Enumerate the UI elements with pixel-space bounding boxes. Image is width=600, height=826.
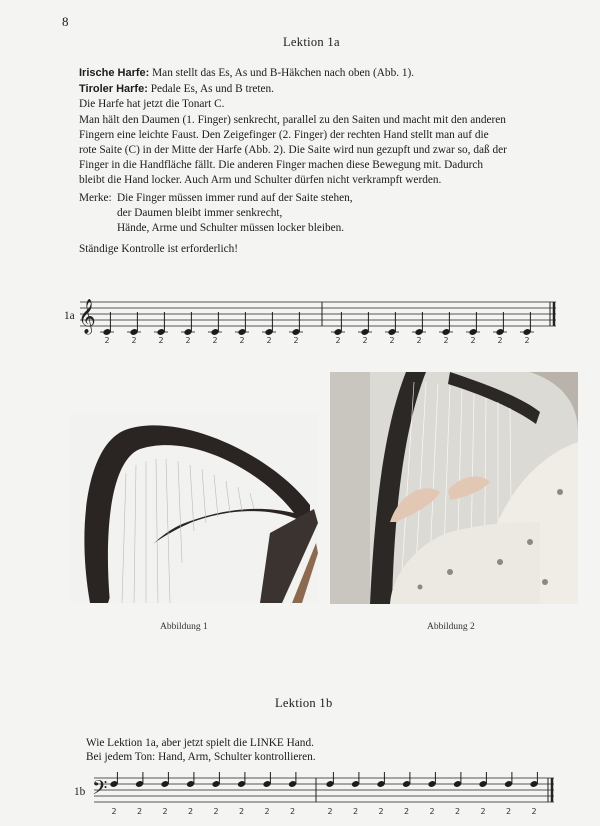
note: [135, 772, 144, 816]
staff-1b-notes: [109, 772, 538, 816]
note: [358, 312, 372, 344]
merke-label: Merke:: [79, 192, 112, 204]
fingering-number: 2: [378, 807, 384, 816]
merke-line-3: Hände, Arme und Schulter müssen locker bleiben.: [117, 222, 345, 234]
harp-photo-figure-1: [70, 413, 318, 603]
note: [453, 772, 462, 816]
irish-harp-text: Man stellt das Es, As und B-Häkchen nach oben (Abb. 1).: [152, 67, 415, 79]
note: [211, 772, 220, 816]
fingering-number: 2: [497, 336, 503, 344]
staff-1b: [90, 772, 560, 822]
note: [439, 312, 453, 344]
fingering-number: 2: [455, 807, 461, 816]
fingering-number: 2: [404, 807, 410, 816]
note: [493, 312, 507, 344]
fingering-number: 2: [353, 807, 359, 816]
tyrol-harp-line: [79, 82, 274, 98]
note: [289, 312, 303, 344]
page-number: 8: [62, 14, 69, 29]
fingering-number: 2: [293, 336, 299, 344]
staff-1a-label: 1a: [64, 310, 75, 322]
key-line: Die Harfe hat jetzt die Tonart C.: [79, 98, 225, 110]
note: [466, 312, 480, 344]
note: [181, 312, 195, 344]
paragraph-line-3: rote Saite (C) in der Mitte der Harfe (Abb. 2). Die Saite wird nun gezupft und zwar so, daß der: [79, 144, 507, 156]
tyrol-harp-label: Tiroler Harfe:: [79, 83, 148, 95]
fingering-number: 2: [429, 807, 435, 816]
merke-line-2: der Daumen bleibt immer senkrecht,: [117, 207, 283, 219]
bass-clef-icon: 𝄢: [92, 776, 108, 804]
fingering-number: 2: [162, 807, 168, 816]
lesson-1b-title: Lektion 1b: [275, 696, 333, 710]
lesson-1a-title: Lektion 1a: [283, 35, 340, 49]
fingering-number: 2: [327, 807, 333, 816]
note: [262, 312, 276, 344]
staff-1a-lines: [80, 302, 556, 326]
staff-1a: [76, 296, 562, 344]
figure-1-caption: Abbildung 1: [160, 622, 208, 632]
note: [520, 312, 534, 344]
note: [376, 772, 385, 816]
fingering-number: 2: [531, 807, 537, 816]
fingering-number: 2: [239, 807, 245, 816]
fingering-number: 2: [389, 336, 395, 344]
fingering-number: 2: [470, 336, 476, 344]
fingering-number: 2: [362, 336, 368, 344]
staff-1b-label: 1b: [74, 786, 86, 798]
note: [100, 312, 114, 344]
paragraph-line-1: Man hält den Daumen (1. Finger) senkrecht, parallel zu den Saiten und macht mit den anderen: [79, 114, 506, 126]
note: [237, 772, 246, 816]
fingering-number: 2: [335, 336, 341, 344]
note: [208, 312, 222, 344]
control-note: Ständige Kontrolle ist erforderlich!: [79, 243, 239, 255]
fingering-number: 2: [131, 336, 137, 344]
note: [478, 772, 487, 816]
note: [504, 772, 513, 816]
fingering-number: 2: [239, 336, 245, 344]
note: [235, 312, 249, 344]
paragraph-line-4: Finger in die Handfläche fällt. Die anderen Finger machen diese Bewegung mit. Dadurch: [79, 159, 484, 171]
irish-harp-label: Irische Harfe:: [79, 67, 150, 79]
note: [288, 772, 297, 816]
fingering-number: 2: [524, 336, 530, 344]
lesson-1b-line-2: Bei jedem Ton: Hand, Arm, Schulter kontrollieren.: [86, 751, 316, 763]
tyrol-harp-text: Pedale Es, As und B treten.: [150, 83, 275, 95]
fingering-number: 2: [185, 336, 191, 344]
staff-1a-notes: [100, 312, 534, 344]
note: [262, 772, 271, 816]
note: [331, 312, 345, 344]
paragraph-line-2: Fingern eine leichte Faust. Den Zeigefinger (2. Finger) der rechten Hand stellt man auf die: [79, 129, 489, 141]
lesson-1b-line-1: Wie Lektion 1a, aber jetzt spielt die LINKE Hand.: [86, 737, 314, 749]
note: [127, 312, 141, 344]
note: [109, 772, 118, 816]
fingering-number: 2: [104, 336, 110, 344]
fingering-number: 2: [213, 807, 219, 816]
fingering-number: 2: [416, 336, 422, 344]
fingering-number: 2: [158, 336, 164, 344]
note: [427, 772, 436, 816]
note: [186, 772, 195, 816]
note: [385, 312, 399, 344]
paragraph-line-5: bleibt die Hand locker. Auch Arm und Schulter dürfen nicht verkrampft werden.: [79, 174, 442, 186]
harp-photo-figure-2: [330, 372, 578, 604]
fingering-number: 2: [443, 336, 449, 344]
note: [325, 772, 334, 816]
treble-clef-icon: 𝄞: [78, 299, 96, 334]
note: [402, 772, 411, 816]
fingering-number: 2: [290, 807, 296, 816]
fingering-number: 2: [480, 807, 486, 816]
irish-harp-line: [79, 66, 414, 82]
fingering-number: 2: [264, 807, 270, 816]
fingering-number: 2: [188, 807, 194, 816]
fingering-number: 2: [111, 807, 117, 816]
note: [412, 312, 426, 344]
note: [529, 772, 538, 816]
merke-line-1: Die Finger müssen immer rund auf der Saite stehen,: [117, 192, 353, 204]
fingering-number: 2: [266, 336, 272, 344]
fingering-number: 2: [506, 807, 512, 816]
fingering-number: 2: [137, 807, 143, 816]
figure-2-caption: Abbildung 2: [427, 622, 475, 632]
note: [154, 312, 168, 344]
note: [160, 772, 169, 816]
note: [351, 772, 360, 816]
fingering-number: 2: [212, 336, 218, 344]
